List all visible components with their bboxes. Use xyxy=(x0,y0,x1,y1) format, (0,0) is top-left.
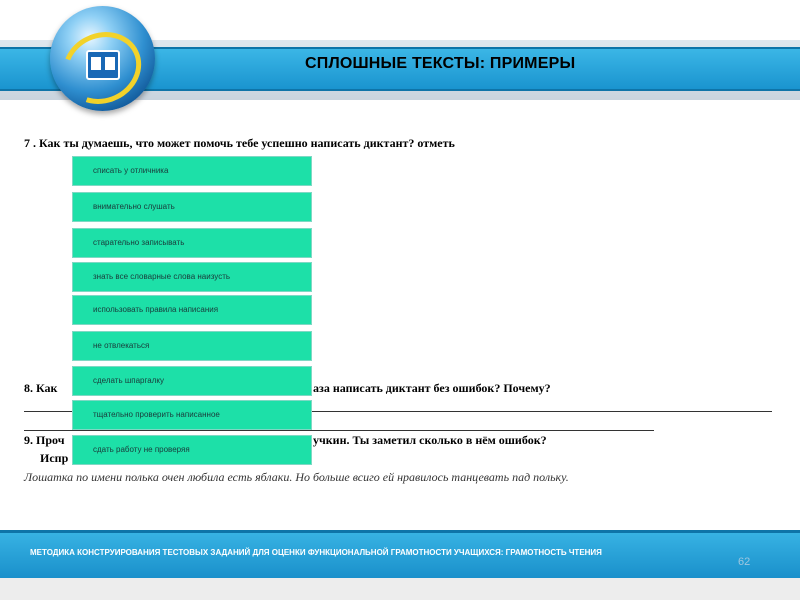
option-item[interactable] xyxy=(72,228,312,258)
option-label: сдать работу не проверяя xyxy=(93,445,190,454)
option-item[interactable] xyxy=(72,262,312,292)
option-item[interactable] xyxy=(72,331,312,361)
sample-text: Лошатка по имени полька очен любила есть яблаки. Но больше всиго ей нравилось танцевать пад польку. xyxy=(24,470,569,484)
option-label: тщательно проверить написанное xyxy=(93,410,220,419)
footer-text: МЕТОДИКА КОНСТРУИРОВАНИЯ ТЕСТОВЫХ ЗАДАНИЙ ДЛЯ ОЦЕНКИ ФУНКЦИОНАЛЬНОЙ ГРАМОТНОСТИ УЧАЩИХСЯ: ГРАМОТНОСТЬ ЧТЕНИЯ xyxy=(30,548,602,557)
option-label: использовать правила написания xyxy=(93,305,219,314)
option-label: внимательно слушать xyxy=(93,202,175,211)
option-item[interactable] xyxy=(72,295,312,325)
page-title: СПЛОШНЫЕ ТЕКСТЫ: ПРИМЕРЫ xyxy=(305,55,576,72)
question-7: 7 . Как ты думаешь, что может помочь тебе успешно написать диктант? отметь xyxy=(24,136,455,150)
option-label: сделать шпаргалку xyxy=(93,376,164,385)
page-number: 62 xyxy=(738,556,751,568)
question-9-line2: Испр xyxy=(40,451,69,465)
bottom-band xyxy=(0,578,800,600)
question-8-start: 8. Как xyxy=(24,381,58,395)
book-icon xyxy=(86,50,120,80)
option-item[interactable] xyxy=(72,156,312,186)
option-item[interactable] xyxy=(72,435,312,465)
answer-line-2 xyxy=(24,430,654,431)
option-label: старательно записывать xyxy=(93,238,185,247)
option-label: списать у отличника xyxy=(93,166,169,175)
option-label: знать все словарные слова наизусть xyxy=(93,272,231,281)
question-9-end: учкин. Ты заметил сколько в нём ошибок? xyxy=(313,433,547,447)
option-item[interactable] xyxy=(72,366,312,396)
question-9-start: 9. Проч xyxy=(24,433,65,447)
question-8-end: аза написать диктант без ошибок? Почему? xyxy=(313,381,551,395)
option-item[interactable] xyxy=(72,400,312,430)
option-item[interactable] xyxy=(72,192,312,222)
option-label: не отвлекаться xyxy=(93,341,150,350)
